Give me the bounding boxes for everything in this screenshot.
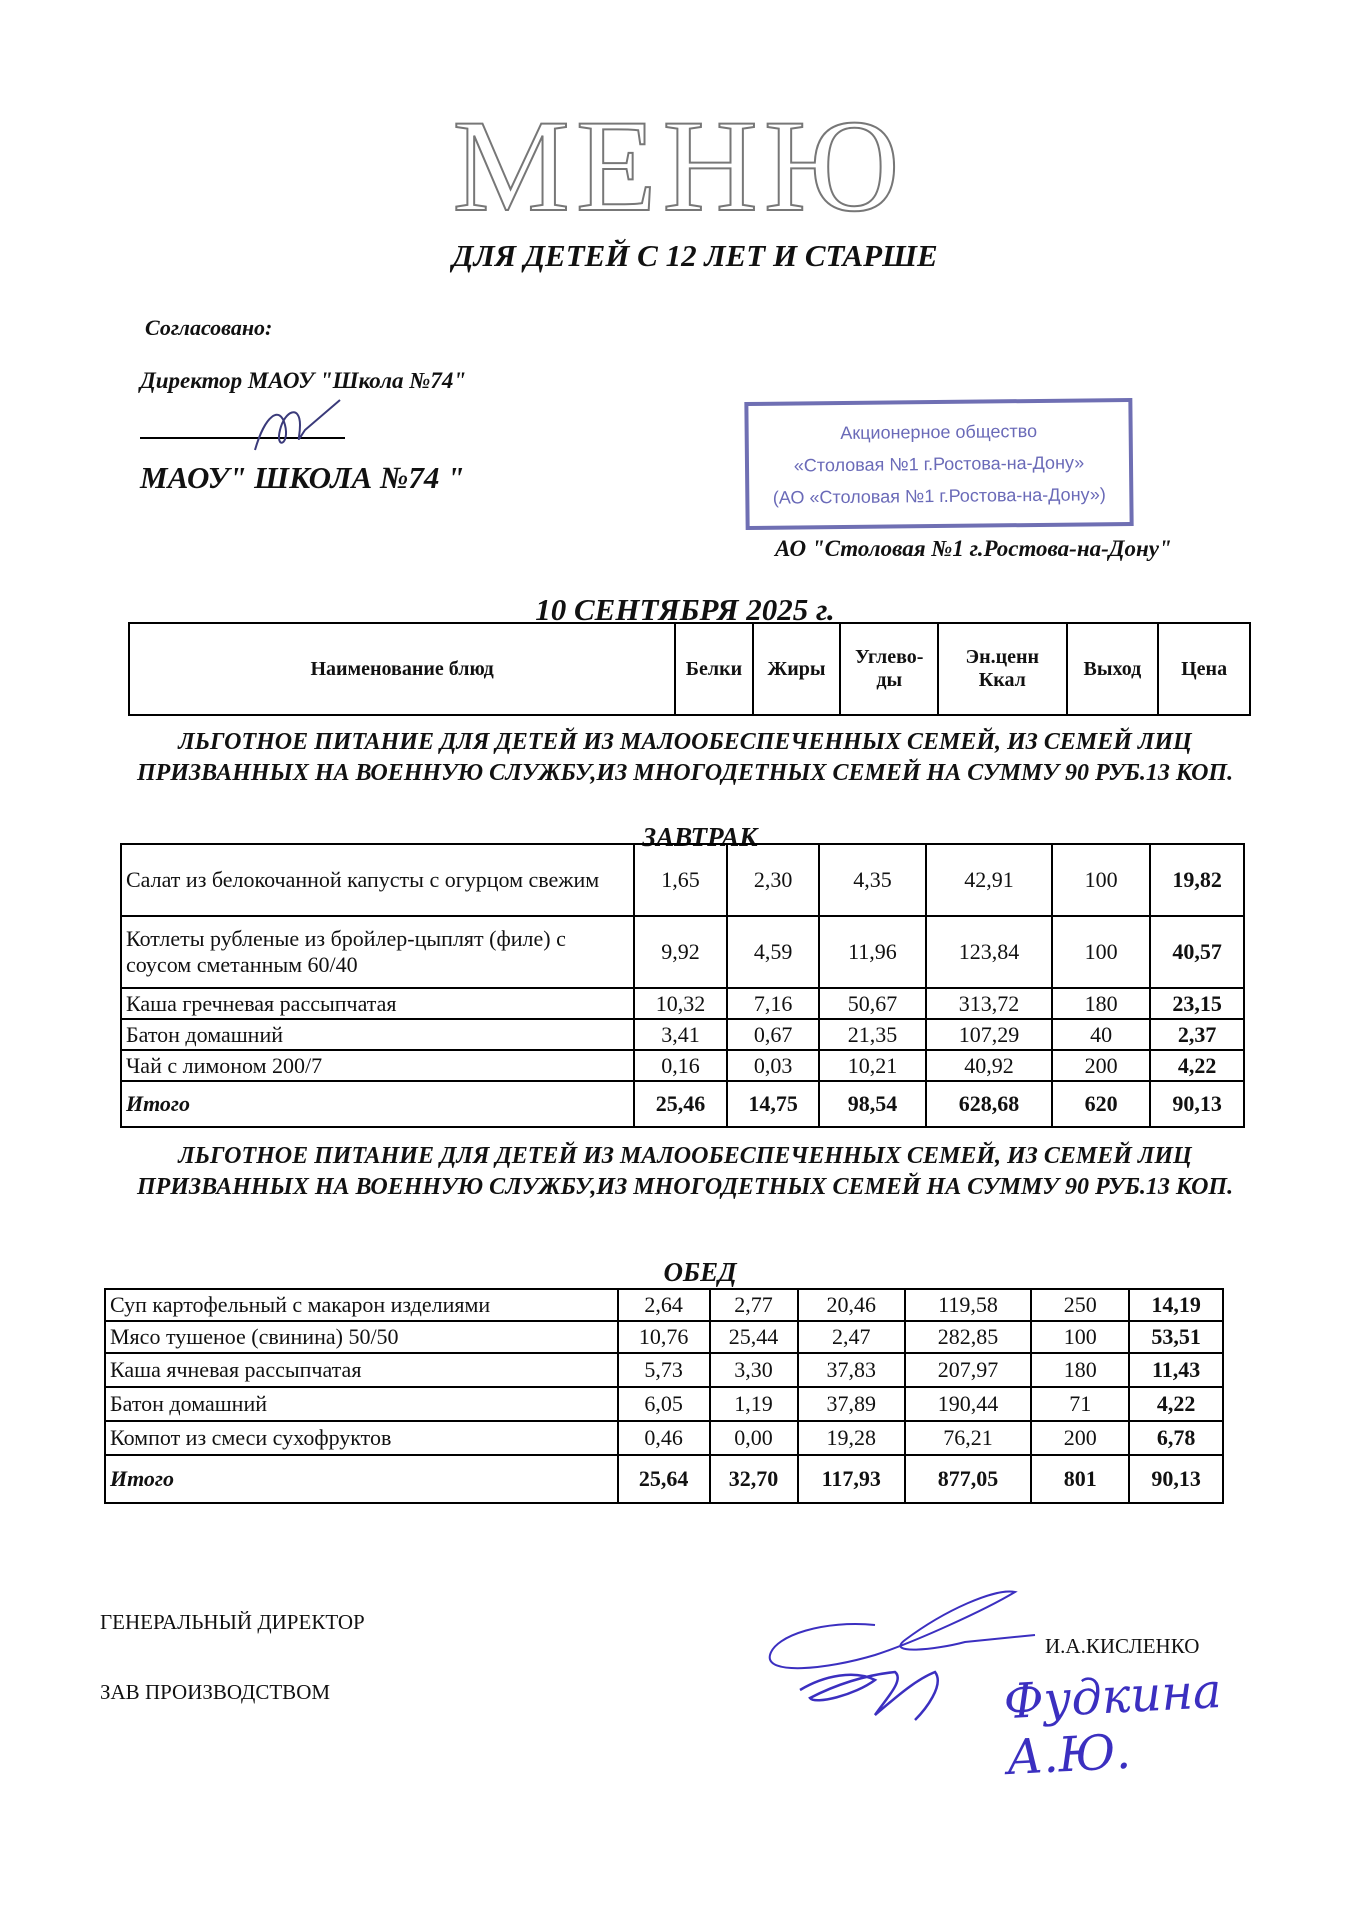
price: 2,37 [1150,1019,1244,1050]
carbs: 37,83 [798,1353,905,1387]
price: 53,51 [1129,1321,1223,1353]
price: 4,22 [1150,1050,1244,1081]
production-head-label: ЗАВ ПРОИЗВОДСТВОМ [100,1680,331,1704]
total-label: Итого [121,1081,634,1127]
fat: 0,67 [727,1019,819,1050]
col-name: Наименование блюд [129,623,675,715]
protein: 6,05 [618,1387,710,1421]
columns-header [128,622,1251,716]
benefit-note-lunch: ЛЬГОТНОЕ ПИТАНИЕ ДЛЯ ДЕТЕЙ ИЗ МАЛООБЕСПЕЧЕННЫХ СЕМЕЙ, ИЗ СЕМЕЙ ЛИЦ ПРИЗВАННЫХ НА ВОЕННУЮ СЛУЖБУ,ИЗ МНОГОДЕТНЫХ СЕМЕЙ НА СУММУ 90 РУБ.13 КОП. [136,1143,1234,1200]
dish-name: Батон домашний [105,1387,618,1421]
director-label: Директор МАОУ "Школа №74" [140,368,467,393]
fat: 2,77 [710,1289,798,1321]
director-signature [245,395,355,465]
total-protein: 25,46 [634,1081,728,1127]
table-row [105,1421,1223,1455]
fat: 0,03 [727,1050,819,1081]
carbs: 50,67 [819,988,926,1019]
price: 11,43 [1129,1353,1223,1387]
gen-director-label: ГЕНЕРАЛЬНЫЙ ДИРЕКТОР [100,1610,365,1634]
dish-name: Котлеты рубленые из бройлер-цыплят (филе) с соусом сметанным 60/40 [121,916,634,988]
energy: 40,92 [926,1050,1052,1081]
output: 100 [1031,1321,1129,1353]
col-carbs: Углево-ды [840,623,938,715]
section-breakfast: ЗАВТРАК [642,822,758,852]
menu-title: МЕНЮ [452,92,906,239]
output: 71 [1031,1387,1129,1421]
energy: 123,84 [926,916,1052,988]
energy: 190,44 [905,1387,1031,1421]
dish-name: Чай с лимоном 200/7 [121,1050,634,1081]
benefit-note-breakfast: ЛЬГОТНОЕ ПИТАНИЕ ДЛЯ ДЕТЕЙ ИЗ МАЛООБЕСПЕЧЕННЫХ СЕМЕЙ, ИЗ СЕМЕЙ ЛИЦ ПРИЗВАННЫХ НА ВОЕННУЮ СЛУЖБУ,ИЗ МНОГОДЕТНЫХ СЕМЕЙ НА СУММУ 90 РУБ.13 КОП. [136,729,1234,786]
fat: 7,16 [727,988,819,1019]
total-price: 90,13 [1150,1081,1244,1127]
stamp-line: Акционерное общество [840,420,1038,444]
col-output: Выход [1067,623,1159,715]
carbs: 11,96 [819,916,926,988]
carbs: 4,35 [819,844,926,916]
canteen-name: АО "Столовая №1 г.Ростова-на-Дону" [775,536,1172,561]
protein: 5,73 [618,1353,710,1387]
agreed-label: Согласовано: [145,315,273,340]
total-fat: 14,75 [727,1081,819,1127]
carbs: 20,46 [798,1289,905,1321]
carbs: 2,47 [798,1321,905,1353]
total-energy: 877,05 [905,1455,1031,1503]
canteen-stamp [744,398,1133,530]
energy: 42,91 [926,844,1052,916]
table-row [105,1321,1223,1353]
protein: 1,65 [634,844,728,916]
table-row [121,1050,1244,1081]
table-row [105,1289,1223,1321]
energy: 313,72 [926,988,1052,1019]
energy: 207,97 [905,1353,1031,1387]
table-row [121,916,1244,988]
dish-name: Каша ячневая рассыпчатая [105,1353,618,1387]
protein: 0,46 [618,1421,710,1455]
output: 180 [1031,1353,1129,1387]
director-signature-ink [765,1580,1045,1730]
dish-name: Батон домашний [121,1019,634,1050]
col-energy: Эн.ценн Ккал [938,623,1066,715]
table-row [121,988,1244,1019]
fat: 0,00 [710,1421,798,1455]
carbs: 21,35 [819,1019,926,1050]
output: 200 [1052,1050,1150,1081]
carbs: 19,28 [798,1421,905,1455]
dish-name: Компот из смеси сухофруктов [105,1421,618,1455]
col-protein: Белки [675,623,752,715]
energy: 119,58 [905,1289,1031,1321]
fat: 4,59 [727,916,819,988]
price: 4,22 [1129,1387,1223,1421]
price: 14,19 [1129,1289,1223,1321]
dish-name: Суп картофельный с макарон изделиями [105,1289,618,1321]
breakfast-table [120,843,1245,1128]
stamp-line: «Столовая №1 г.Ростова-на-Дону» [793,452,1085,476]
menu-date: 10 СЕНТЯБРЯ 2025 г. [535,592,835,627]
carbs: 37,89 [798,1387,905,1421]
col-fat: Жиры [753,623,841,715]
price: 40,57 [1150,916,1244,988]
total-fat: 32,70 [710,1455,798,1503]
school-name: МАОУ" ШКОЛА №74 " [140,460,465,495]
dish-name: Каша гречневая рассыпчатая [121,988,634,1019]
dish-name: Салат из белокочанной капусты с огурцом свежим [121,844,634,916]
protein: 0,16 [634,1050,728,1081]
total-row [121,1081,1244,1127]
price: 23,15 [1150,988,1244,1019]
energy: 107,29 [926,1019,1052,1050]
total-protein: 25,64 [618,1455,710,1503]
stamp-line: (АО «Столовая №1 г.Ростова-на-Дону») [772,484,1106,508]
table-row [121,1019,1244,1050]
col-price: Цена [1158,623,1250,715]
output: 200 [1031,1421,1129,1455]
protein: 2,64 [618,1289,710,1321]
menu-subtitle: ДЛЯ ДЕТЕЙ С 12 ЛЕТ И СТАРШЕ [452,238,938,273]
total-price: 90,13 [1129,1455,1223,1503]
fat: 1,19 [710,1387,798,1421]
total-carbs: 98,54 [819,1081,926,1127]
total-output: 620 [1052,1081,1150,1127]
section-lunch: ОБЕД [663,1257,737,1287]
fat: 2,30 [727,844,819,916]
table-row [105,1387,1223,1421]
dish-name: Мясо тушеное (свинина) 50/50 [105,1321,618,1353]
table-row [105,1353,1223,1387]
output: 180 [1052,988,1150,1019]
fat: 3,30 [710,1353,798,1387]
total-row [105,1455,1223,1503]
energy: 282,85 [905,1321,1031,1353]
output: 100 [1052,916,1150,988]
output: 40 [1052,1019,1150,1050]
carbs: 10,21 [819,1050,926,1081]
price: 19,82 [1150,844,1244,916]
handwritten-name: Фудкина А.Ю. [1002,1662,1223,1787]
fat: 25,44 [710,1321,798,1353]
protein: 10,32 [634,988,728,1019]
total-carbs: 117,93 [798,1455,905,1503]
gen-director-name: И.А.КИСЛЕНКО [1045,1634,1200,1658]
table-row [121,844,1244,916]
lunch-table [104,1288,1224,1504]
protein: 10,76 [618,1321,710,1353]
protein: 3,41 [634,1019,728,1050]
output: 100 [1052,844,1150,916]
total-energy: 628,68 [926,1081,1052,1127]
price: 6,78 [1129,1421,1223,1455]
total-output: 801 [1031,1455,1129,1503]
energy: 76,21 [905,1421,1031,1455]
output: 250 [1031,1289,1129,1321]
protein: 9,92 [634,916,728,988]
total-label: Итого [105,1455,618,1503]
